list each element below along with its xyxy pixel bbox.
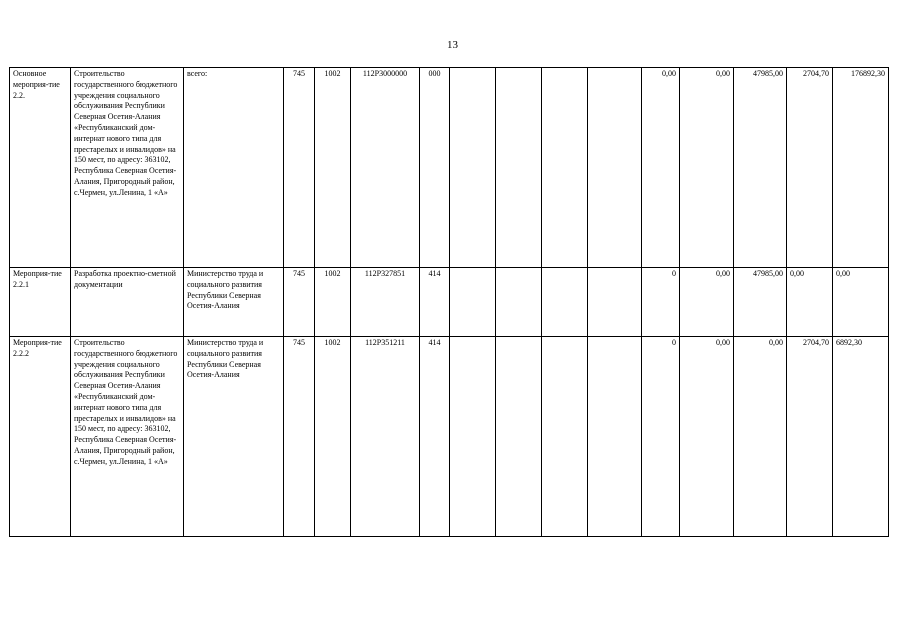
cell-value-1: 0 (642, 337, 680, 537)
cell-vr: 414 (420, 268, 450, 337)
table-row (10, 68, 889, 268)
cell-name: Основное мероприя-тие 2.2. (10, 68, 71, 268)
budget-table (9, 67, 889, 537)
cell-empty (542, 268, 588, 337)
cell-empty (588, 268, 642, 337)
cell-vr: 414 (420, 337, 450, 537)
cell-value-2: 0,00 (680, 68, 734, 268)
cell-value-2: 0,00 (680, 268, 734, 337)
cell-empty (542, 68, 588, 268)
cell-value-4: 2704,70 (787, 68, 833, 268)
cell-grbs: 745 (284, 337, 315, 537)
cell-empty (450, 268, 496, 337)
cell-value-2: 0,00 (680, 337, 734, 537)
cell-empty (496, 268, 542, 337)
cell-executor: Министерство труда и социального развития Республики Северная Осетия-Алания (184, 337, 284, 537)
cell-value-3: 47985,00 (734, 68, 787, 268)
cell-description: Строительство государственного бюджетного учреждения социального обслуживания Республики Северная Осетия-Алания «Республиканский дом-интернат нового типа для престарелых и инвалидов» на 150 мест, по адресу: 363102, Республика Северная Осетия-Алания, Пригородный район, с.Чермен, ул.Ленина, 1 «А» (71, 337, 184, 537)
cell-value-3: 0,00 (734, 337, 787, 537)
cell-csr: 112Р327851 (351, 268, 420, 337)
cell-empty (542, 337, 588, 537)
cell-empty (588, 337, 642, 537)
cell-value-4: 0,00 (787, 268, 833, 337)
cell-value-4: 2704,70 (787, 337, 833, 537)
cell-executor: всего: (184, 68, 284, 268)
cell-description: Строительство государственного бюджетного учреждения социального обслуживания Республики Северная Осетия-Алания «Республиканский дом-интернат нового типа для престарелых и инвалидов» на 150 мест, по адресу: 363102, Республика Северная Осетия-Алания, Пригородный район, с.Чермен, ул.Ленина, 1 «А» (71, 68, 184, 268)
cell-grbs: 745 (284, 268, 315, 337)
cell-value-5: 6892,30 (833, 337, 889, 537)
cell-empty (450, 68, 496, 268)
cell-grbs: 745 (284, 68, 315, 268)
cell-rzpr: 1002 (315, 268, 351, 337)
cell-empty (588, 68, 642, 268)
cell-value-5: 176892,30 (833, 68, 889, 268)
cell-rzpr: 1002 (315, 68, 351, 268)
cell-empty (496, 68, 542, 268)
cell-value-3: 47985,00 (734, 268, 787, 337)
cell-csr: 112Р3000000 (351, 68, 420, 268)
cell-value-1: 0,00 (642, 68, 680, 268)
cell-value-1: 0 (642, 268, 680, 337)
cell-description: Разработка проектно-сметной документации (71, 268, 184, 337)
table-row (10, 268, 889, 337)
cell-vr: 000 (420, 68, 450, 268)
table-row (10, 337, 889, 537)
page-number: 13 (447, 39, 458, 51)
cell-executor: Министерство труда и социального развития Республики Северная Осетия-Алания (184, 268, 284, 337)
cell-csr: 112Р351211 (351, 337, 420, 537)
cell-empty (496, 337, 542, 537)
cell-rzpr: 1002 (315, 337, 351, 537)
cell-name: Мероприя-тие 2.2.1 (10, 268, 71, 337)
cell-empty (450, 337, 496, 537)
cell-value-5: 0,00 (833, 268, 889, 337)
cell-name: Мероприя-тие 2.2.2 (10, 337, 71, 537)
